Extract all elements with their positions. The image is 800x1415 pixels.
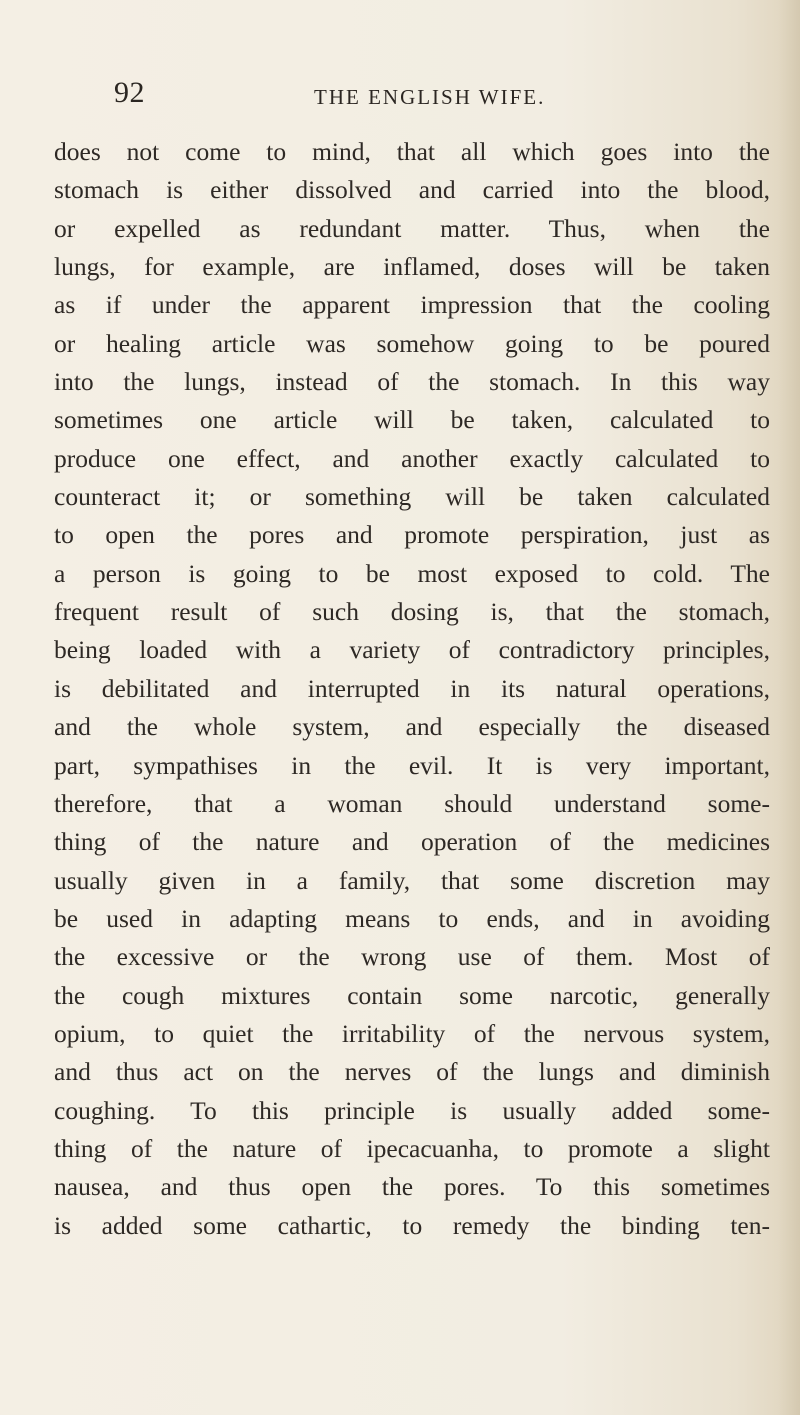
text-line: does not come to mind, that all which goes into the (54, 137, 770, 166)
text-line: is added some cathartic, to remedy the binding ten- (54, 1210, 770, 1240)
text-line: the cough mixtures contain some narcotic, generally (54, 980, 770, 1010)
text-line: part, sympathises in the evil. It is very important, (54, 750, 770, 780)
text-line: frequent result of such dosing is, that the stomach, (54, 597, 770, 627)
text-line: and the whole system, and especially the diseased (54, 712, 770, 742)
text-line: as if under the apparent impression that the cooling (54, 290, 770, 320)
text-line: or expelled as redundant matter. Thus, when the (54, 213, 770, 243)
running-title: THE ENGLISH WIFE. (314, 85, 546, 109)
running-head (114, 76, 774, 116)
text-line: lungs, for example, are inflamed, doses will be taken (54, 252, 770, 282)
text-line: thing of the nature and operation of the medicines (54, 827, 770, 857)
text-line: or healing article was somehow going to be poured (54, 328, 770, 358)
text-line: therefore, that a woman should understand some- (54, 788, 770, 818)
text-line: into the lungs, instead of the stomach. In this way (54, 367, 770, 397)
text-line: opium, to quiet the irritability of the nervous system, (54, 1018, 770, 1048)
text-line: a person is going to be most exposed to cold. The (54, 558, 770, 588)
text-line: nausea, and thus open the pores. To this sometimes (54, 1172, 770, 1202)
page-number: 92 (114, 76, 145, 109)
text-line: thing of the nature of ipecacuanha, to promote a slight (54, 1133, 770, 1163)
text-line: sometimes one article will be taken, calculated to (54, 405, 770, 435)
text-line: the excessive or the wrong use of them. Most of (54, 942, 770, 972)
text-line: and thus act on the nerves of the lungs and diminish (54, 1057, 770, 1087)
text-line: produce one effect, and another exactly calculated to (54, 443, 770, 473)
text-line: is debilitated and interrupted in its natural operations, (54, 673, 770, 703)
body-text (54, 133, 770, 1245)
text-line: counteract it; or something will be taken calculated (54, 482, 770, 512)
text-line: being loaded with a variety of contradictory principles, (54, 635, 770, 665)
text-line: be used in adapting means to ends, and in avoiding (54, 903, 770, 933)
text-line: coughing. To this principle is usually added some- (54, 1095, 770, 1125)
text-line: stomach is either dissolved and carried into the blood, (54, 175, 770, 205)
text-line: to open the pores and promote perspiration, just as (54, 520, 770, 550)
text-line: usually given in a family, that some discretion may (54, 865, 770, 895)
page-edge-shadow (778, 0, 800, 1415)
